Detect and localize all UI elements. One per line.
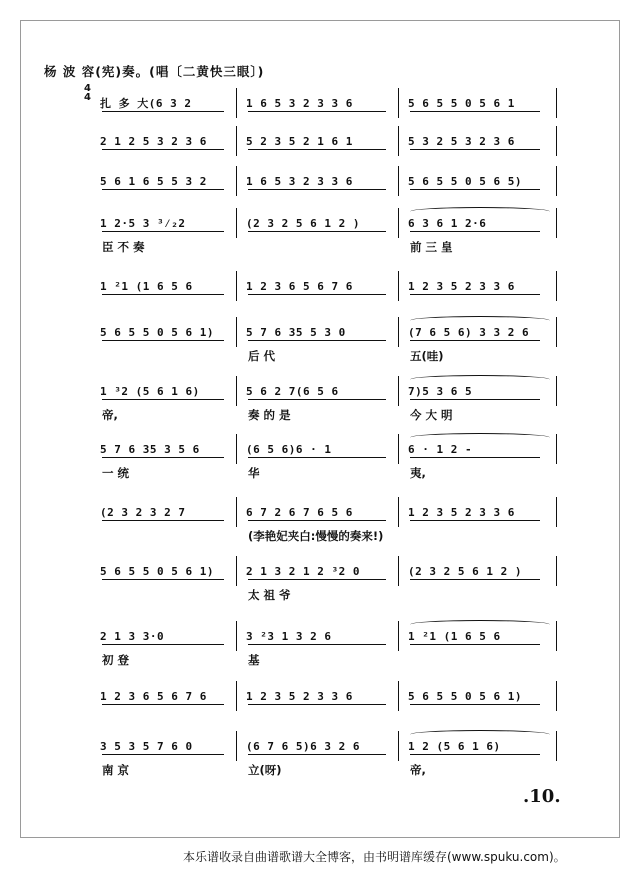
measure-notes: 1 2 3 6 5 6 7 6 — [100, 690, 207, 703]
measure-notes: 7)5 3 6 5 — [408, 385, 473, 398]
score-row — [0, 627, 640, 687]
bar-line — [556, 731, 557, 761]
measure-notes: 6 · 1 2 - — [408, 443, 473, 456]
beam-line — [248, 644, 386, 645]
beam-line — [410, 754, 540, 755]
bar-line — [236, 681, 237, 711]
lyric-text: 夷, — [410, 466, 426, 480]
lyric-text: 立(呀) — [248, 763, 282, 777]
slur-mark — [410, 316, 550, 325]
beam-line — [410, 111, 540, 112]
measure-notes: 5 6 5 5 0 5 6 1) — [100, 326, 214, 339]
bar-line — [236, 126, 237, 156]
bar-line — [236, 376, 237, 406]
measure-notes: 1 2 (5 6 1 6) — [408, 740, 501, 753]
time-signature-bottom: 4 — [84, 92, 91, 103]
beam-line — [248, 520, 386, 521]
lyric-text: 今 大 明 — [410, 408, 453, 422]
bar-line — [556, 271, 557, 301]
beam-line — [410, 579, 540, 580]
score-header: 杨 波 容(宪)奏。(唱〔二黄快三眼〕) — [44, 64, 265, 79]
beam-line — [248, 231, 386, 232]
beam-line — [248, 754, 386, 755]
score-row — [0, 562, 640, 622]
measure-notes: (2 3 2 5 6 1 2 ) — [408, 565, 522, 578]
measure-notes: 5 6 5 5 0 5 6 1) — [408, 690, 522, 703]
measure-notes: 1 2 3 6 5 6 7 6 — [246, 280, 353, 293]
beam-line — [102, 111, 224, 112]
measure-notes: 1 ³2 (5 6 1 6) — [100, 385, 200, 398]
measure-notes: 5 6 2 7(6 5 6 — [246, 385, 339, 398]
measure-notes: 5 7 6 35 5 3 0 — [246, 326, 346, 339]
bar-line — [236, 556, 237, 586]
lyric-text: 前 三 皇 — [410, 240, 453, 254]
beam-line — [102, 189, 224, 190]
measure-notes: 扎 多 大(6 3 2 — [100, 97, 192, 110]
beam-line — [248, 149, 386, 150]
bar-line — [398, 88, 399, 118]
beam-line — [248, 340, 386, 341]
measure-notes: (6 7 6 5)6 3 2 6 — [246, 740, 360, 753]
bar-line — [236, 208, 237, 238]
beam-line — [410, 704, 540, 705]
bar-line — [236, 271, 237, 301]
beam-line — [410, 520, 540, 521]
bar-line — [398, 208, 399, 238]
lyric-text: 基 — [248, 653, 260, 667]
beam-line — [102, 704, 224, 705]
bar-line — [236, 497, 237, 527]
lyric-text: 华 — [248, 466, 260, 480]
beam-line — [248, 294, 386, 295]
measure-notes: (2 3 2 3 2 7 — [100, 506, 186, 519]
beam-line — [410, 231, 540, 232]
bar-line — [398, 126, 399, 156]
beam-line — [102, 399, 224, 400]
score-row — [0, 440, 640, 500]
measure-notes: 2 1 3 2 1 2 ³2 0 — [246, 565, 360, 578]
beam-line — [410, 189, 540, 190]
bar-line — [236, 317, 237, 347]
beam-line — [410, 149, 540, 150]
bar-line — [236, 88, 237, 118]
beam-line — [248, 457, 386, 458]
beam-line — [102, 231, 224, 232]
measure-notes: 6 7 2 6 7 6 5 6 — [246, 506, 353, 519]
measure-notes: (6 5 6)6 · 1 — [246, 443, 332, 456]
bar-line — [398, 271, 399, 301]
slur-mark — [410, 730, 550, 739]
time-signature-top: 4 — [84, 83, 91, 94]
beam-line — [248, 704, 386, 705]
beam-line — [410, 644, 540, 645]
page-number: .10. — [523, 786, 561, 807]
beam-line — [102, 520, 224, 521]
measure-notes: 5 6 5 5 0 5 6 5) — [408, 175, 522, 188]
bar-line — [398, 376, 399, 406]
measure-notes: 5 2 3 5 2 1 6 1 — [246, 135, 353, 148]
bar-line — [556, 497, 557, 527]
measure-notes: 1 6 5 3 2 3 3 6 — [246, 97, 353, 110]
score-row — [0, 323, 640, 383]
lyric-text: 五(哇) — [410, 349, 444, 363]
bar-line — [556, 556, 557, 586]
bar-line — [556, 126, 557, 156]
measure-notes: (2 3 2 5 6 1 2 ) — [246, 217, 360, 230]
measure-notes: 2 1 3 3·0 — [100, 630, 165, 643]
measure-notes: 5 6 5 5 0 5 6 1 — [408, 97, 515, 110]
lyric-text: 太 祖 爷 — [248, 588, 291, 602]
beam-line — [248, 579, 386, 580]
measure-notes: 5 6 5 5 0 5 6 1) — [100, 565, 214, 578]
bar-line — [398, 317, 399, 347]
bar-line — [398, 621, 399, 651]
bar-line — [398, 556, 399, 586]
beam-line — [102, 644, 224, 645]
score-row — [0, 214, 640, 274]
measure-notes: 5 6 1 6 5 5 3 2 — [100, 175, 207, 188]
measure-notes: 1 ²1 (1 6 5 6 — [408, 630, 501, 643]
lyric-text: 初 登 — [102, 653, 130, 667]
lyric-text: (李艳妃夹白:慢慢的奏来!) — [248, 529, 384, 543]
bar-line — [556, 166, 557, 196]
bar-line — [398, 681, 399, 711]
measure-notes: 3 5 3 5 7 6 0 — [100, 740, 193, 753]
measure-notes: 6 3 6 1 2·6 — [408, 217, 487, 230]
measure-notes: 1 2 3 5 2 3 3 6 — [408, 506, 515, 519]
slur-mark — [410, 207, 550, 216]
bar-line — [556, 88, 557, 118]
beam-line — [102, 754, 224, 755]
measure-notes: (7 6 5 6) 3 3 2 6 — [408, 326, 530, 339]
lyric-text: 后 代 — [248, 349, 276, 363]
lyric-text: 帝, — [102, 408, 118, 422]
measure-notes: 3 ²3 1 3 2 6 — [246, 630, 332, 643]
bar-line — [236, 166, 237, 196]
beam-line — [248, 189, 386, 190]
bar-line — [398, 434, 399, 464]
beam-line — [102, 294, 224, 295]
beam-line — [410, 294, 540, 295]
bar-line — [556, 621, 557, 651]
lyric-text: 南 京 — [102, 763, 130, 777]
measure-notes: 1 2·5 3 ³⁄₂2 — [100, 217, 186, 230]
lyric-text: 臣 不 奏 — [102, 240, 145, 254]
bar-line — [398, 731, 399, 761]
bar-line — [398, 166, 399, 196]
slur-mark — [410, 620, 550, 629]
measure-notes: 2 1 2 5 3 2 3 6 — [100, 135, 207, 148]
bar-line — [556, 434, 557, 464]
bar-line — [556, 208, 557, 238]
measure-notes: 1 2 3 5 2 3 3 6 — [408, 280, 515, 293]
measure-notes: 1 6 5 3 2 3 3 6 — [246, 175, 353, 188]
footer-credit: 本乐谱收录自曲谱歌谱大全博客，由书明谱库缓存(www.spuku.com)。 — [183, 850, 566, 864]
measure-notes: 1 ²1 (1 6 5 6 — [100, 280, 193, 293]
bar-line — [236, 621, 237, 651]
measure-notes: 5 3 2 5 3 2 3 6 — [408, 135, 515, 148]
measure-notes: 1 2 3 5 2 3 3 6 — [246, 690, 353, 703]
beam-line — [410, 399, 540, 400]
slur-mark — [410, 433, 550, 442]
lyric-text: 一 统 — [102, 466, 130, 480]
bar-line — [236, 434, 237, 464]
measure-notes: 5 7 6 35 3 5 6 — [100, 443, 200, 456]
bar-line — [556, 681, 557, 711]
score-row — [0, 503, 640, 563]
beam-line — [410, 340, 540, 341]
bar-line — [556, 376, 557, 406]
slur-mark — [410, 375, 550, 384]
lyric-text: 奏 的 是 — [248, 408, 291, 422]
bar-line — [398, 497, 399, 527]
beam-line — [248, 399, 386, 400]
beam-line — [248, 111, 386, 112]
score-row — [0, 382, 640, 442]
beam-line — [102, 340, 224, 341]
beam-line — [410, 457, 540, 458]
beam-line — [102, 149, 224, 150]
bar-line — [236, 731, 237, 761]
beam-line — [102, 579, 224, 580]
lyric-text: 帝, — [410, 763, 426, 777]
bar-line — [556, 317, 557, 347]
beam-line — [102, 457, 224, 458]
